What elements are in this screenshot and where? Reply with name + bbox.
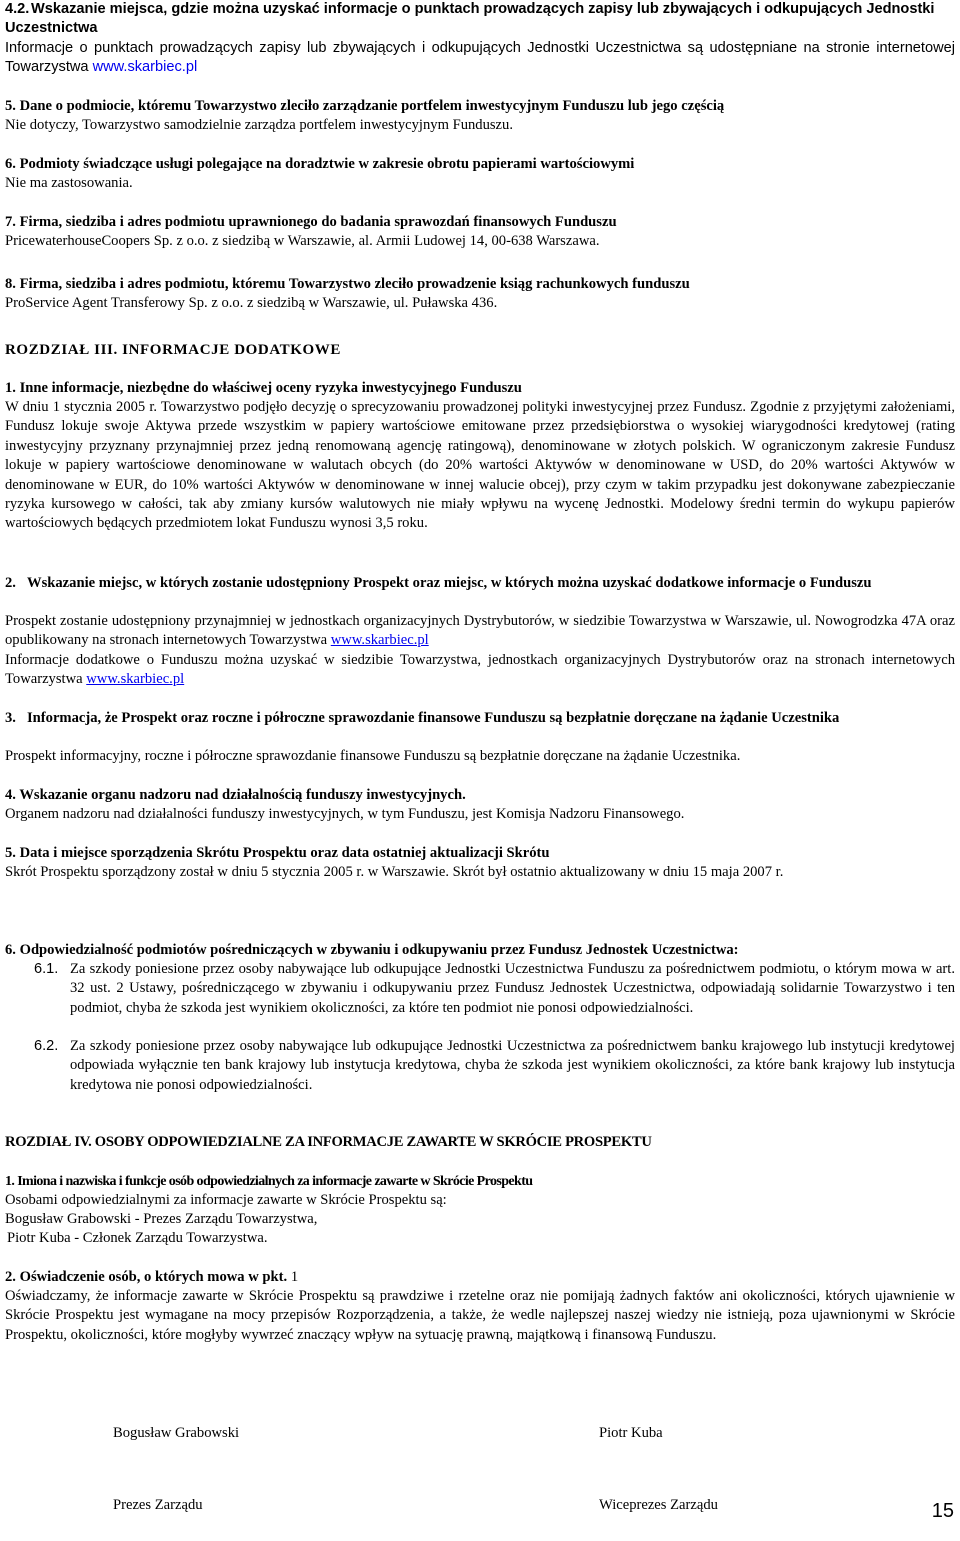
chapter-4-item-1-line-2: Bogusław Grabowski - Prezes Zarządu Towarzystwa, <box>5 1211 318 1227</box>
section-4-2-number: 4.2. <box>5 1 30 17</box>
skarbiec-link-2[interactable]: www.skarbiec.pl <box>330 632 429 649</box>
section-7-text: PricewaterhouseCoopers Sp. z o.o. z siedzibą w Warszawie, al. Armii Ludowej 14, 00-638 Warszawa. <box>5 233 600 249</box>
section-4-2-title: Wskazanie miejsca, gdzie można uzyskać informacje o punktach prowadzących zapisy lub zbywających i odkupujących Jednostki Uczestnictwa <box>5 1 935 37</box>
chapter-4-item-2-heading: 2. Oświadczenie osób, o których mowa w pkt. 1 <box>5 1269 299 1285</box>
chapter-3-item-1-text: W dniu 1 stycznia 2005 r. Towarzystwo podjęło decyzję o sprecyzowaniu prowadzonej polityki inwestycyjnej przez Fundusz. Zgodnie z przyjętymi założeniami, Fundusz lokuje swoje Aktywa przede wszystkim w papiery wartościowe emitowane przez przedsiębiorstwa o wysokiej wiarygodności kredytowej (rating inwestycyjny przyznany przynajmniej przez jedną renomowaną agencję ratingową), denominowane w złotych polskich. W ograniczonym zakresie Fundusz lokuje w papiery wartościowe denominowane w walutach obcych (do 20% wartości Aktywów w denominowane w USD, do 20% wartości Aktywów w denominowane w EUR, do 10% wartości Aktywów w denominowane w innej walucie obcej), przy czym w takim przypadku jest dokonywane zabezpieczanie ryzyka kursowego w całości, tak aby zmiany kursów walutowych nie miały wpływu na wycenę Jednostki. Modelowy średni termin do wykupu papierów wartościowych będących przedmiotem lokat Funduszu wynosi 3,5 roku. <box>5 399 955 532</box>
section-4-2-heading <box>5 0 955 39</box>
chapter-3-item-6-heading: 6. Odpowiedzialność podmiotów pośredniczących w zbywaniu i odkupywaniu przez Fundusz Jednostek Uczestnictwa: <box>5 942 739 958</box>
chapter-3-item-2-text-1: Prospekt zostanie udostępniony przynajmniej w jednostkach organizacyjnych Dystrybutorów, w siedzibie Towarzystwa w Warszawie, ul. Nowogrodzka 47A oraz opublikowany na stronach internetowych Towarzystwa www.skarbiec.pl <box>5 613 955 649</box>
chapter-4-item-1-line-3: Piotr Kuba - Członek Zarządu Towarzystwa. <box>7 1230 268 1246</box>
skarbiec-link-1[interactable]: www.skarbiec.pl <box>92 59 198 76</box>
chapter-3-item-6-2 <box>34 1037 955 1095</box>
chapter-3-item-5-text: Skrót Prospektu sporządzony został w dniu 5 stycznia 2005 r. w Warszawie. Skrót był ostatnio aktualizowany w dniu 15 maja 2007 r. <box>5 864 784 880</box>
chapter-4-item-2-text: Oświadczamy, że informacje zawarte w Skrócie Prospektu są prawdziwe i rzetelne oraz nie pomijają żadnych faktów ani okoliczności, których ujawnienie w Skrócie Prospektu jest wymagane na mocy przepisów Rozporządzenia, a także, że wedle najlepszej naszej wiedzy nie istnieją, poza ujawnionymi w Skrócie Prospektu, okoliczności, które mogłyby wywrzeć znaczący wpływ na sytuację prawną, majątkową i finansową Funduszu. <box>5 1288 955 1343</box>
chapter-4-item-2-heading-number: 1 <box>290 1269 299 1285</box>
signature-name-1: Bogusław Grabowski <box>113 1425 240 1441</box>
chapter-3-item-3-title: Informacja, że Prospekt oraz roczne i półroczne sprawozdanie finansowe Funduszu są bezpłatnie doręczane na żądanie Uczestnika <box>27 710 840 726</box>
item-6-1-number: 6.1. <box>34 961 59 977</box>
item-6-2-text: Za szkody poniesione przez osoby nabywające lub odkupujące Jednostki Uczestnictwa za pośrednictwem banku krajowego lub instytucji kredytowej odpowiada wyłącznie ten bank krajowy lub instytucja kredytowa, chyba że szkoda jest wynikiem okoliczności, za które bank krajowy lub instytucja kredytowa nie ponosi odpowiedzialności. <box>70 1038 955 1093</box>
chapter-3-item-4-text: Organem nadzoru nad działalności funduszy inwestycyjnych, w tym Funduszu, jest Komisja Nadzoru Finansowego. <box>5 806 685 822</box>
skarbiec-link-3[interactable]: www.skarbiec.pl <box>86 671 185 688</box>
page-number: 15 <box>931 1500 954 1522</box>
section-6-heading: 6. Podmioty świadczące usługi polegające na doradztwie w zakresie obrotu papierami wartościowymi <box>5 156 635 172</box>
signature-role-2: Wiceprezes Zarządu <box>599 1497 718 1513</box>
section-6-text: Nie ma zastosowania. <box>5 175 133 191</box>
chapter-3-item-2-heading <box>5 574 960 593</box>
chapter-3-item-3-heading <box>5 709 960 728</box>
chapter-3-title: ROZDZIAŁ III. INFORMACJE DODATKOWE <box>5 342 341 358</box>
item-6-2-number: 6.2. <box>34 1038 59 1054</box>
chapter-3-item-3-text: Prospekt informacyjny, roczne i półroczne sprawozdanie finansowe Funduszu są bezpłatnie doręczane na żądanie Uczestnika. <box>5 748 741 764</box>
chapter-4-item-1-line-1: Osobami odpowiedzialnymi za informacje zawarte w Skrócie Prospektu są: <box>5 1192 447 1208</box>
chapter-3-item-2-number: 2. <box>5 575 16 591</box>
chapter-3-item-3-number: 3. <box>5 710 16 726</box>
section-5-heading: 5. Dane o podmiocie, któremu Towarzystwo zleciło zarządzanie portfelem inwestycyjnym Funduszu lub jego częścią <box>5 98 725 114</box>
chapter-3-item-1-heading: 1. Inne informacje, niezbędne do właściwej oceny ryzyka inwestycyjnego Funduszu <box>5 380 522 396</box>
chapter-3-item-2-text-2: Informacje dodatkowe o Funduszu można uzyskać w siedzibie Towarzystwa, jednostkach organizacyjnych Dystrybutorów oraz na stronach internetowych Towarzystwa www.skarbiec.pl <box>5 652 955 688</box>
chapter-3-item-2-title: Wskazanie miejsc, w których zostanie udostępniony Prospekt oraz miejsc, w których można uzyskać dodatkowe informacje o Funduszu <box>27 575 872 591</box>
chapter-4-title: ROZDIAŁ IV. OSOBY ODPOWIEDZIALNE ZA INFORMACJE ZAWARTE W SKRÓCIE PROSPEKTU <box>5 1134 652 1150</box>
chapter-3-item-4-heading: 4. Wskazanie organu nadzoru nad działalnością funduszy inwestycyjnych. <box>5 787 466 803</box>
section-4-2-text: Informacje o punktach prowadzących zapisy lub zbywających i odkupujących Jednostki Uczestnictwa są udostępniane na stronie internetowej Towarzystwa www.skarbiec.pl <box>5 40 955 76</box>
signature-role-1: Prezes Zarządu <box>113 1497 203 1513</box>
section-8-heading: 8. Firma, siedziba i adres podmiotu, któremu Towarzystwo zleciło prowadzenie ksiąg rachunkowych funduszu <box>5 276 690 292</box>
chapter-3-item-6-1 <box>34 960 955 1018</box>
signature-name-2: Piotr Kuba <box>599 1425 663 1441</box>
section-8-text: ProService Agent Transferowy Sp. z o.o. z siedzibą w Warszawie, ul. Puławska 436. <box>5 295 498 311</box>
section-7-heading: 7. Firma, siedziba i adres podmiotu uprawnionego do badania sprawozdań finansowych Funduszu <box>5 214 617 230</box>
item-6-1-text: Za szkody poniesione przez osoby nabywające lub odkupujące Jednostki Uczestnictwa Funduszu za pośrednictwem podmiotu, o którym mowa w art. 32 ust. 2 Ustawy, pośredniczącego w zbywaniu i odkupywaniu przez Fundusz Jednostek Uczestnictwa, odpowiadają solidarnie Towarzystwo i ten podmiot, chyba że szkoda jest wynikiem okoliczności, za które ten podmiot nie ponosi odpowiedzialności. <box>70 961 955 1016</box>
chapter-3-item-5-heading: 5. Data i miejsce sporządzenia Skrótu Prospektu oraz data ostatniej aktualizacji Skrótu <box>5 845 550 861</box>
section-5-text: Nie dotyczy, Towarzystwo samodzielnie zarządza portfelem inwestycyjnym Funduszu. <box>5 117 513 133</box>
chapter-4-item-1-heading: 1. Imiona i nazwiska i funkcje osób odpowiedzialnych za informacje zawarte w Skrócie Prospektu <box>5 1174 533 1189</box>
